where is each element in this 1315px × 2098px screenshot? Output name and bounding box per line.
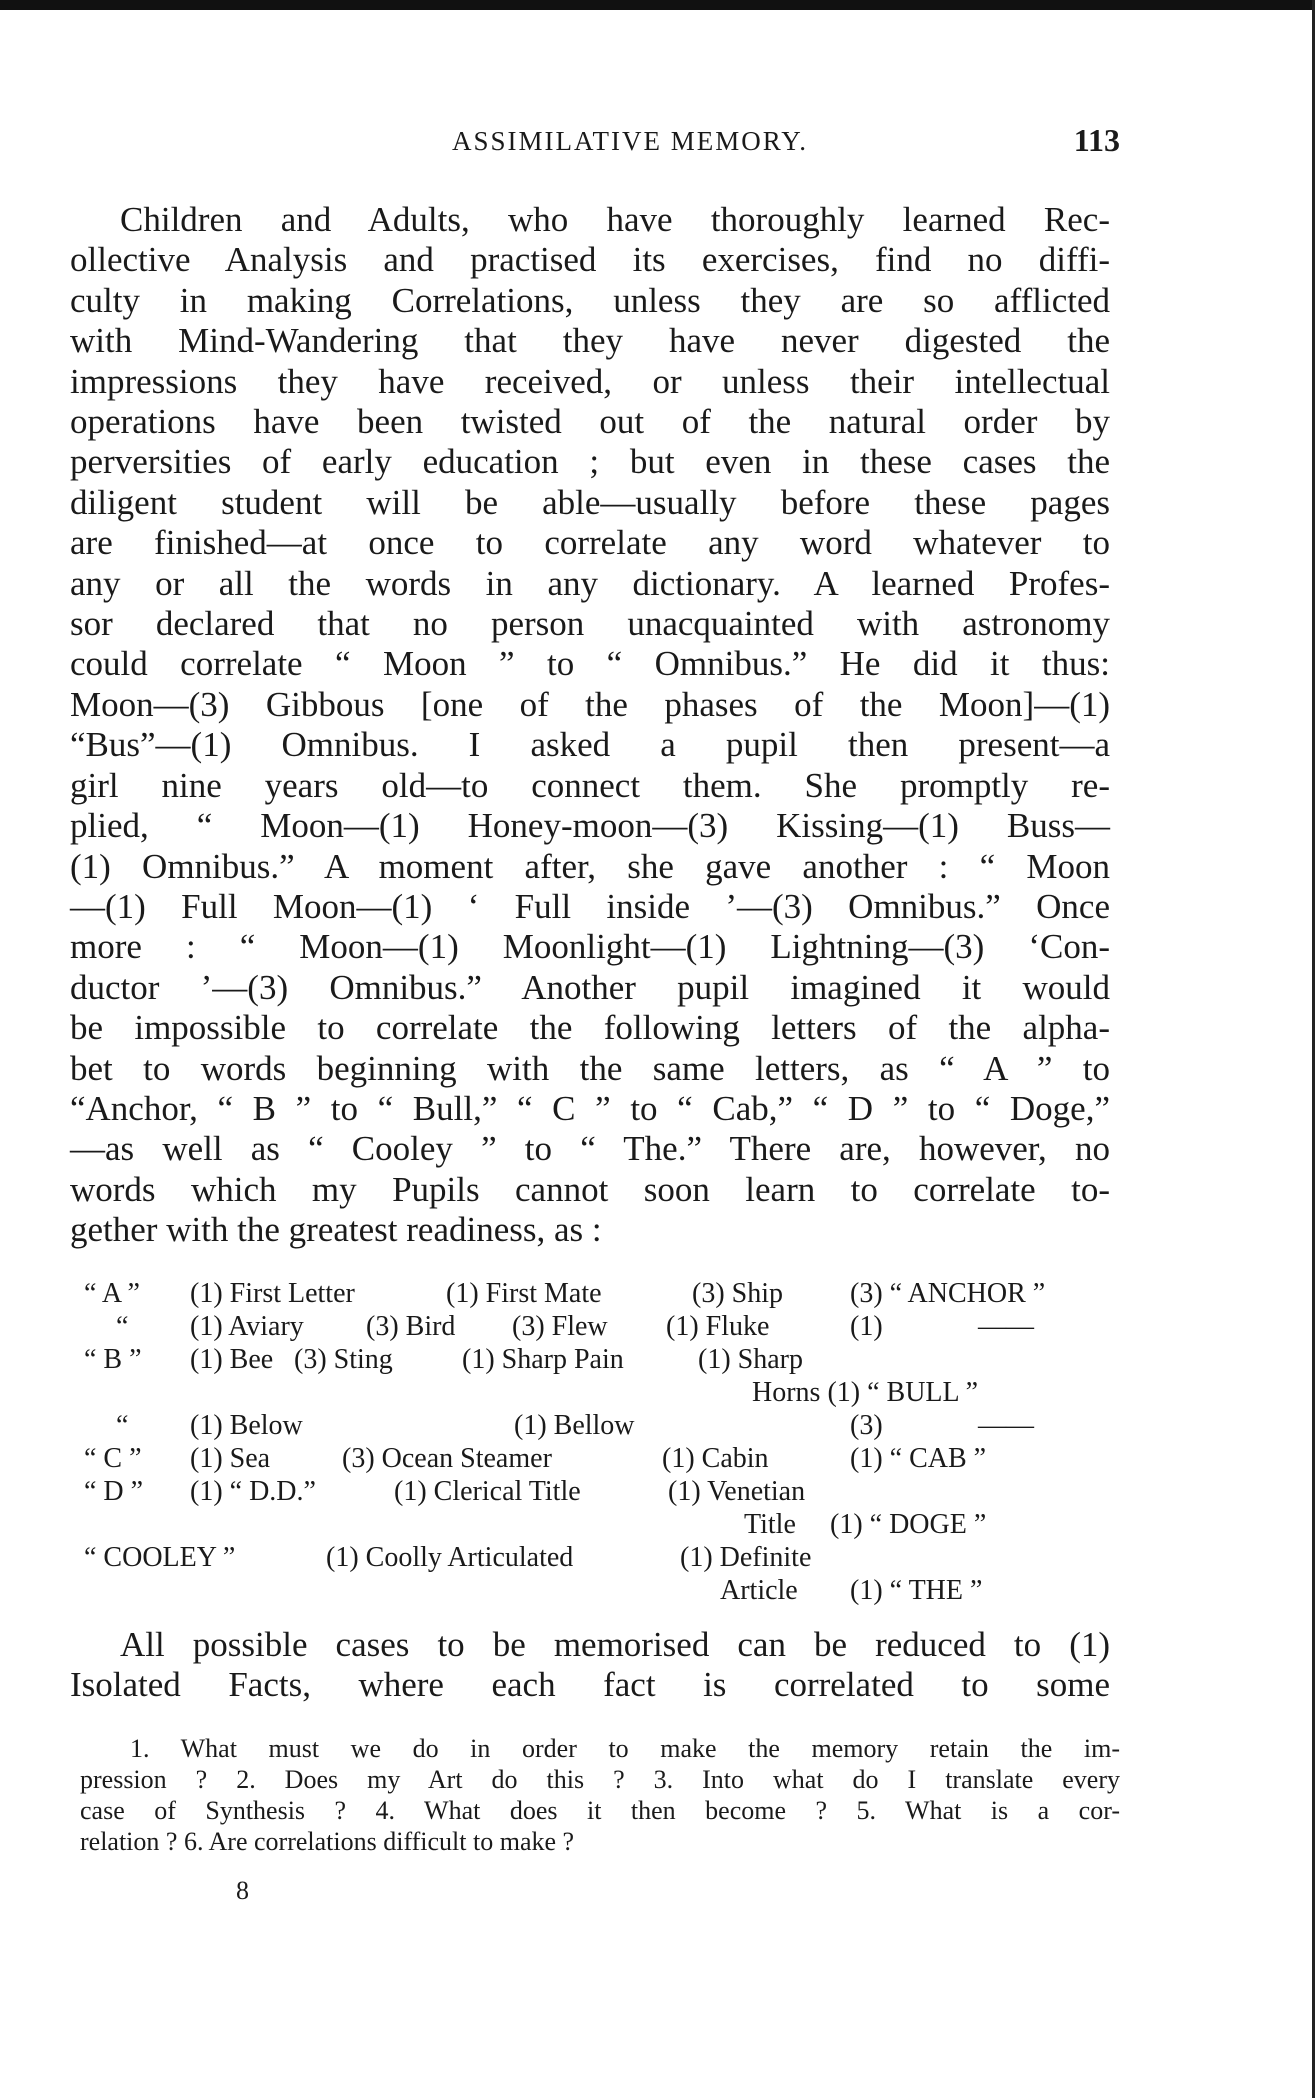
footnote-line: pression ? 2. Does my Art do this ? 3. Into what do I translate every [80,1765,1120,1794]
table-cell: (1) Sea [190,1443,271,1474]
table-row [80,1277,1120,1310]
closing-paragraph [70,1625,1110,1705]
page-top-border [0,0,1315,10]
table-cell: (1) Definite [680,1542,812,1573]
table-cell: “ [116,1410,129,1441]
table-cell: (1) Aviary [190,1311,304,1342]
table-cell: “ [116,1311,129,1342]
body-line: ductor ’—(3) Omnibus.” Another pupil imagined it would [70,967,1110,1007]
table-row [80,1442,1120,1475]
table-cell: (1) First Mate [446,1278,602,1309]
closing-line: Isolated Facts, where each fact is correlated to some [70,1665,1110,1704]
table-row [80,1409,1120,1442]
table-cell: (1) Sharp Pain [462,1344,624,1375]
footnote-line: case of Synthesis ? 4. What does it then become ? 5. What is a cor- [80,1796,1120,1825]
table-row [80,1541,1120,1574]
table-cell: (3) Ship [692,1278,783,1309]
table-row [80,1376,1120,1409]
table-cell: (1) “ DOGE ” [830,1509,987,1540]
body-line: be impossible to correlate the following letters of the alpha- [70,1008,1110,1048]
table-cell: Horns (1) “ BULL ” [752,1377,979,1408]
body-line: with Mind-Wandering that they have never digested the [70,321,1110,361]
table-cell: (1) Below [190,1410,303,1441]
body-line: perversities of early education ; but even in these cases the [70,442,1110,482]
footnote-line: relation ? 6. Are correlations difficult to make ? [80,1827,575,1856]
table-cell: (1) Venetian [668,1476,806,1507]
table-row [80,1310,1120,1343]
table-cell: “ D ” [84,1476,144,1507]
table-cell: —— [978,1311,1034,1342]
body-line: any or all the words in any dictionary. A learned Profes- [70,563,1110,603]
table-cell: (1) Bellow [514,1410,635,1441]
table-cell: “ B ” [84,1344,142,1375]
table-cell: (1) First Letter [190,1278,355,1309]
body-line: words which my Pupils cannot soon learn to correlate to- [70,1169,1110,1209]
body-line: could correlate “ Moon ” to “ Omnibus.” He did it thus: [70,644,1110,684]
table-cell: (3) Bird [366,1311,456,1342]
table-cell: (1) Fluke [666,1311,770,1342]
body-line: —(1) Full Moon—(1) ‘ Full inside ’—(3) Omnibus.” Once [70,886,1110,926]
table-cell: (1) “ D.D.” [190,1476,316,1507]
correlation-table [80,1277,1120,1607]
body-line: Children and Adults, who have thoroughly learned Rec- [120,200,1110,239]
table-cell: (1) Sharp [698,1344,803,1375]
closing-line: All possible cases to be memorised can be reduced to (1) [120,1625,1110,1664]
table-cell: (3) [850,1410,883,1441]
table-cell: Article [720,1575,798,1606]
table-row [80,1508,1120,1541]
table-cell: “ A ” [84,1278,140,1309]
table-cell: (1) “ CAB ” [850,1443,987,1474]
body-line: gether with the greatest readiness, as : [70,1210,602,1250]
body-line: more : “ Moon—(1) Moonlight—(1) Lightning—(3) ‘Con- [70,927,1110,967]
table-row [80,1574,1120,1607]
table-cell: “ COOLEY ” [84,1542,236,1573]
signature-mark: 8 [236,1876,249,1905]
body-line: (1) Omnibus.” A moment after, she gave another : “ Moon [70,846,1110,886]
body-line: girl nine years old—to connect them. She promptly re- [70,765,1110,805]
body-line: Moon—(3) Gibbous [one of the phases of the Moon]—(1) [70,684,1110,724]
table-cell: (3) Ocean Steamer [342,1443,552,1474]
table-cell: (1) Clerical Title [394,1476,581,1507]
table-row [80,1343,1120,1376]
body-line: are finished—at once to correlate any word whatever to [70,523,1110,563]
table-cell: (3) Sting [294,1344,393,1375]
body-line: ollective Analysis and practised its exercises, find no diffi- [70,240,1110,280]
page-header [80,122,1120,166]
table-cell: Title [744,1509,796,1540]
body-line: bet to words beginning with the same letters, as “ A ” to [70,1048,1110,1088]
table-cell: (3) Flew [512,1311,608,1342]
body-line: “Bus”—(1) Omnibus. I asked a pupil then present—a [70,725,1110,765]
footnote-questions [80,1733,1120,1857]
body-line: sor declared that no person unacquainted with astronomy [70,604,1110,644]
table-cell: (1) Cabin [662,1443,769,1474]
body-line: —as well as “ Cooley ” to “ The.” There are, however, no [70,1129,1110,1169]
body-line: diligent student will be able—usually before these pages [70,482,1110,522]
table-cell: (1) Bee [190,1344,274,1375]
table-cell: —— [978,1410,1034,1441]
running-title: ASSIMILATIVE MEMORY. [451,126,809,156]
body-line: “Anchor, “ B ” to “ Bull,” “ C ” to “ Cab,” “ D ” to “ Doge,” [70,1088,1110,1128]
body-line: plied, “ Moon—(1) Honey-moon—(3) Kissing—(1) Buss— [70,806,1110,846]
body-line: culty in making Correlations, unless they are so afflicted [70,280,1110,320]
table-cell: “ C ” [84,1443,142,1474]
table-cell: (1) Coolly Articulated [326,1542,574,1573]
footnote-line: 1. What must we do in order to make the memory retain the im- [130,1734,1120,1763]
page-number: 113 [1073,122,1120,158]
table-cell: (3) “ ANCHOR ” [850,1278,1046,1309]
table-cell: (1) [850,1311,883,1342]
table-row [80,1475,1120,1508]
body-paragraph [70,200,1110,1251]
table-cell: (1) “ THE ” [850,1575,983,1606]
body-line: impressions they have received, or unless their intellectual [70,361,1110,401]
body-line: operations have been twisted out of the natural order by [70,402,1110,442]
